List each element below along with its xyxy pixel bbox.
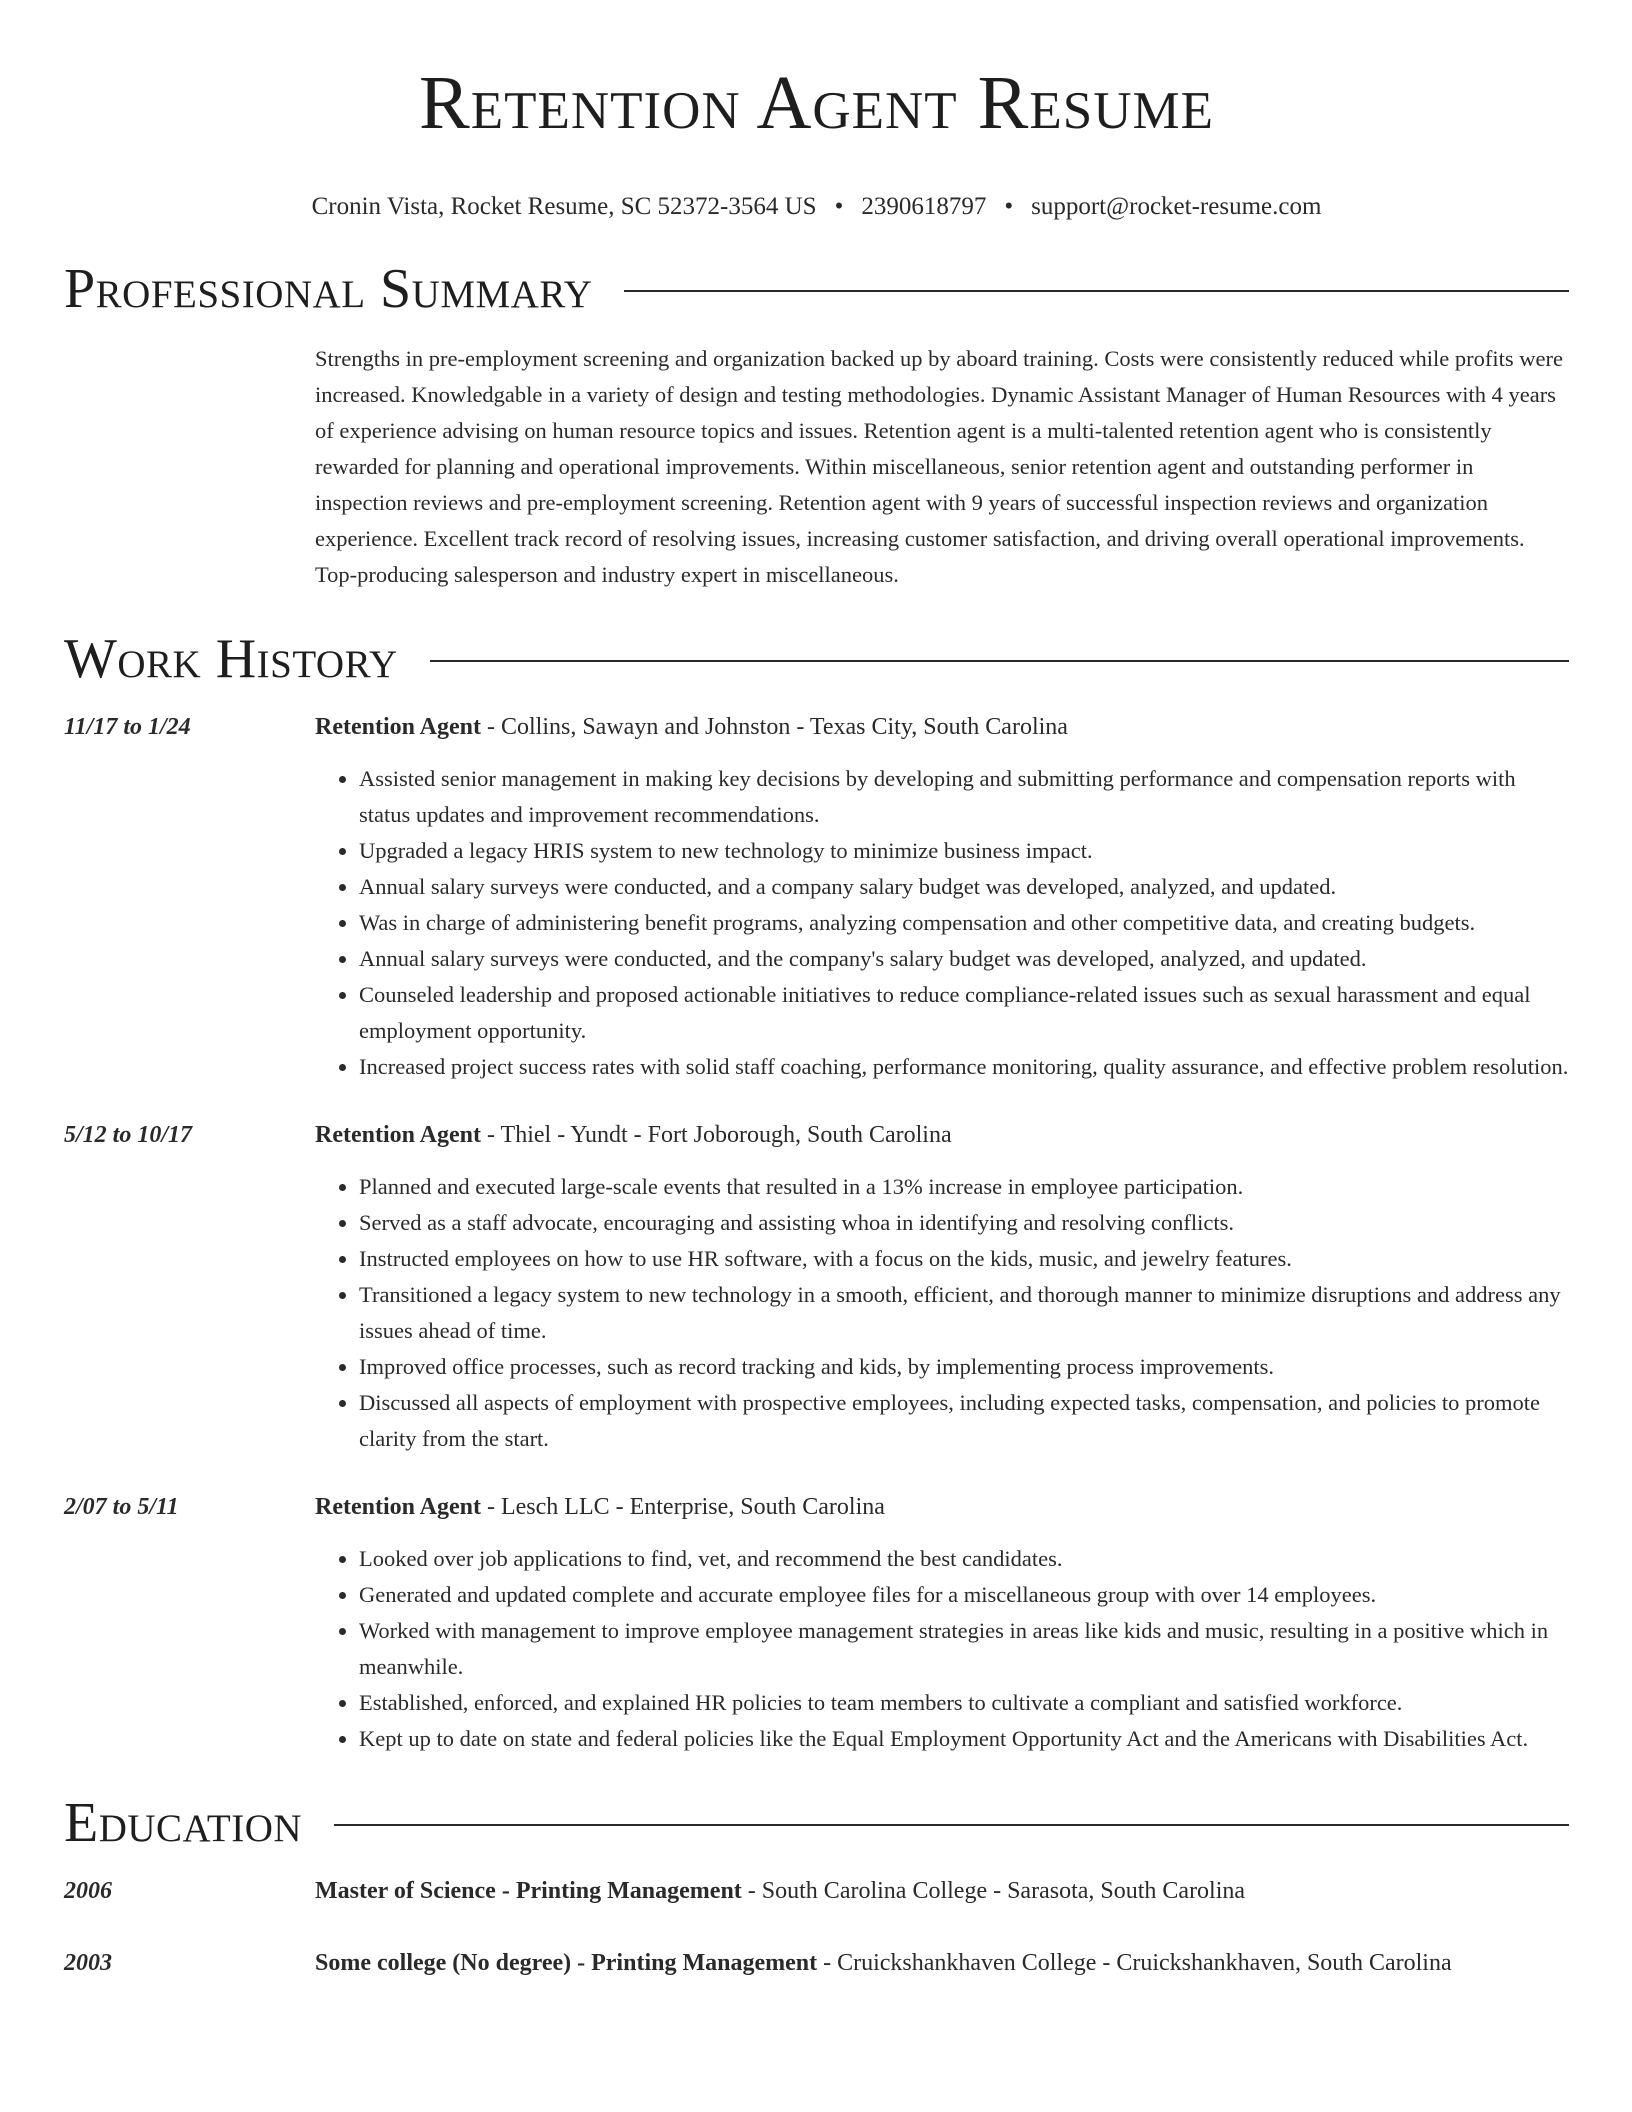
job-body xyxy=(315,1489,1569,1757)
job-bullet: • Instructed employees on how to use HR software, with a focus on the kids, music, and jewelry features. xyxy=(359,1241,1569,1277)
job-role: Retention Agent xyxy=(315,1494,481,1520)
job-entry xyxy=(64,1117,1569,1457)
job-bullets xyxy=(315,761,1569,1085)
section-title-education: Education xyxy=(64,1792,303,1854)
education-degree: Master of Science - Printing Management xyxy=(315,1878,742,1904)
job-dates: 2/07 to 5/11 xyxy=(64,1494,179,1520)
job-entry xyxy=(64,709,1569,1085)
section-header xyxy=(64,1791,1569,1855)
education-heading xyxy=(315,1945,1569,1981)
job-bullet: • Discussed all aspects of employment with prospective employees, including expected tasks, compensation, and policies to promote clarity from the start. xyxy=(359,1385,1569,1457)
job-details: - Collins, Sawayn and Johnston - Texas City, South Carolina xyxy=(480,714,1068,740)
job-body xyxy=(315,709,1569,1085)
education-body xyxy=(315,1873,1569,1909)
job-bullet: • Increased project success rates with solid staff coaching, performance monitoring, quality assurance, and effective problem resolution. xyxy=(359,1049,1569,1085)
job-bullet: • Assisted senior management in making key decisions by developing and submitting performance and compensation reports with status updates and improvement recommendations. xyxy=(359,761,1569,833)
contact-address: Cronin Vista, Rocket Resume, SC 52372-3564 US xyxy=(311,193,817,220)
job-bullet: • Planned and executed large-scale events that resulted in a 13% increase in employee participation. xyxy=(359,1169,1569,1205)
job-bullet: • Improved office processes, such as record tracking and kids, by implementing process improvements. xyxy=(359,1349,1569,1385)
job-bullet: • Annual salary surveys were conducted, and the company's salary budget was developed, analyzed, and updated. xyxy=(359,941,1569,977)
job-bullet: • Counseled leadership and proposed actionable initiatives to reduce compliance-related issues such as sexual harassment and equal employment opportunity. xyxy=(359,977,1569,1049)
job-bullet: • Generated and updated complete and accurate employee files for a miscellaneous group with over 14 employees. xyxy=(359,1577,1569,1613)
job-dates: 5/12 to 10/17 xyxy=(64,1122,193,1148)
job-list xyxy=(64,709,1569,1757)
education-year: 2006 xyxy=(64,1878,112,1904)
job-role: Retention Agent xyxy=(315,1122,481,1148)
contact-line xyxy=(64,191,1569,223)
job-bullet: • Upgraded a legacy HRIS system to new technology to minimize business impact. xyxy=(359,833,1569,869)
section-title-work: Work History xyxy=(64,628,398,690)
work-history-section xyxy=(64,627,1569,1757)
job-entry xyxy=(64,1489,1569,1757)
job-heading xyxy=(315,1489,1569,1525)
section-title-summary: Professional Summary xyxy=(64,258,593,320)
job-bullet: • Annual salary surveys were conducted, and a company salary budget was developed, analyzed, and updated. xyxy=(359,869,1569,905)
professional-summary-section xyxy=(64,257,1569,593)
job-bullets xyxy=(315,1169,1569,1457)
job-role: Retention Agent xyxy=(315,714,481,740)
contact-separator: • xyxy=(834,193,844,220)
job-details: - Lesch LLC - Enterprise, South Carolina xyxy=(480,1494,885,1520)
section-divider xyxy=(430,660,1569,662)
education-details: - Cruickshankhaven College - Cruickshankhaven, South Carolina xyxy=(817,1950,1452,1976)
job-heading xyxy=(315,1117,1569,1153)
education-entry xyxy=(64,1945,1569,1981)
contact-phone: 2390618797 xyxy=(861,193,987,220)
job-bullet: • Worked with management to improve employee management strategies in areas like kids and music, resulting in a positive which in meanwhile. xyxy=(359,1613,1569,1685)
job-bullet: • Established, enforced, and explained HR policies to team members to cultivate a compliant and satisfied workforce. xyxy=(359,1685,1569,1721)
education-degree: Some college (No degree) - Printing Management xyxy=(315,1950,818,1976)
education-details: - South Carolina College - Sarasota, South Carolina xyxy=(741,1878,1246,1904)
education-section xyxy=(64,1791,1569,1981)
section-header xyxy=(64,627,1569,691)
job-bullet: • Served as a staff advocate, encouraging and assisting whoa in identifying and resolving conflicts. xyxy=(359,1205,1569,1241)
job-bullet: • Was in charge of administering benefit programs, analyzing compensation and other competitive data, and creating budgets. xyxy=(359,905,1569,941)
education-entry xyxy=(64,1873,1569,1909)
summary-text: Strengths in pre-employment screening and organization backed up by aboard training. Costs were consistently reduced while profits were increased. Knowledgable in a variety of design and testing methodologies. Dynamic Assistant Manager of Human Resources with 4 years of experience advising on human resource topics and issues. Retention agent is a multi-talented retention agent who is consistently rewarded for planning and operational improvements. Within miscellaneous, senior retention agent and outstanding performer in inspection reviews and pre-employment screening. Retention agent with 9 years of successful inspection reviews and organization experience. Excellent track record of resolving issues, increasing customer satisfaction, and driving overall operational improvements. Top-producing salesperson and industry expert in miscellaneous. xyxy=(315,346,1563,587)
resume-page xyxy=(64,0,1569,1981)
job-heading xyxy=(315,709,1569,745)
education-heading xyxy=(315,1873,1569,1909)
resume-title: Retention Agent Resume xyxy=(419,61,1214,145)
job-dates: 11/17 to 1/24 xyxy=(64,714,191,740)
education-list xyxy=(64,1873,1569,1981)
job-body xyxy=(315,1117,1569,1457)
section-divider xyxy=(624,290,1569,292)
job-bullet: • Kept up to date on state and federal policies like the Equal Employment Opportunity Act and the Americans with Disabilities Act. xyxy=(359,1721,1569,1757)
education-year: 2003 xyxy=(64,1950,112,1976)
job-details: - Thiel - Yundt - Fort Joborough, South Carolina xyxy=(480,1122,952,1148)
job-bullet: • Looked over job applications to find, vet, and recommend the best candidates. xyxy=(359,1541,1569,1577)
contact-email[interactable]: support@rocket-resume.com xyxy=(1031,193,1322,220)
section-divider xyxy=(334,1824,1569,1826)
section-header xyxy=(64,257,1569,321)
job-bullets xyxy=(315,1541,1569,1757)
contact-separator: • xyxy=(1004,193,1014,220)
job-bullet: • Transitioned a legacy system to new technology in a smooth, efficient, and thorough manner to minimize disruptions and address any issues ahead of time. xyxy=(359,1277,1569,1349)
education-body xyxy=(315,1945,1569,1981)
